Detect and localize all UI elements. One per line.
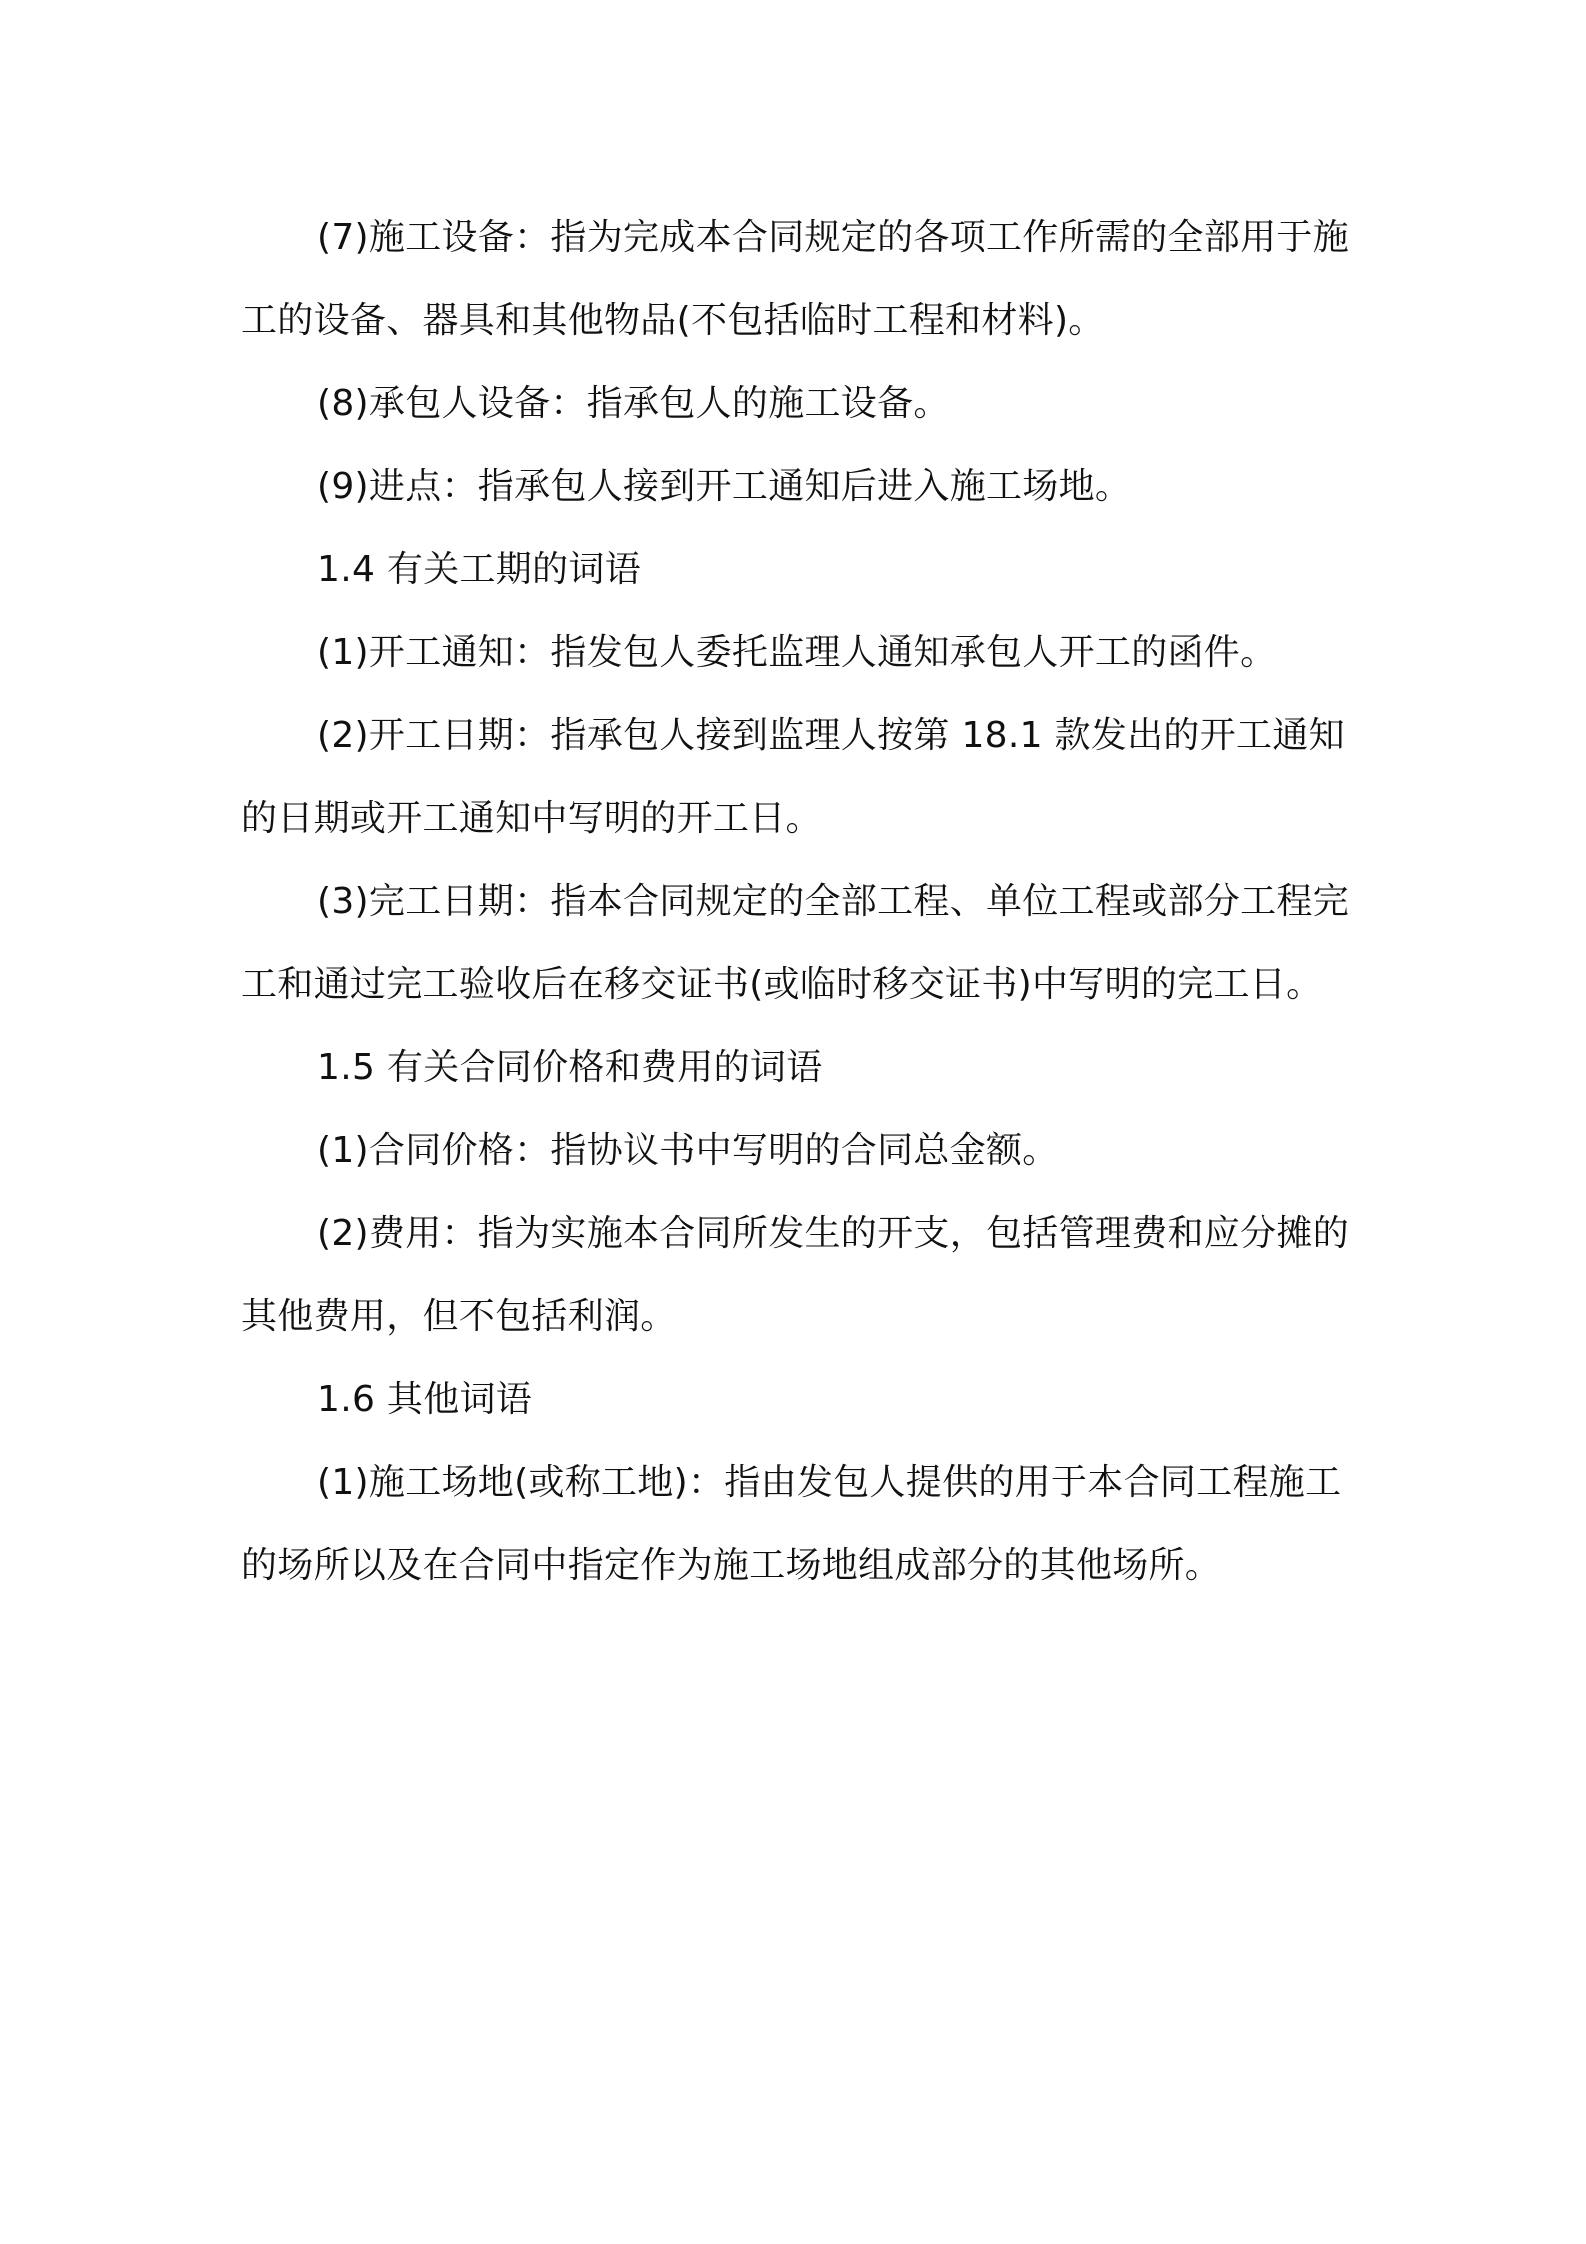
- clause-site-entry: (9)进点：指承包人接到开工通知后进入施工场地。: [317, 466, 1132, 507]
- clause-completion-date: (3)完工日期：指本合同规定的全部工程、单位工程或部分工程完工和通过完工验收后在移交证书(或临时移交证书)中写明的完工日。: [241, 881, 1349, 1005]
- document-body: [241, 196, 1353, 1607]
- clause-construction-equipment: (7)施工设备：指为完成本合同规定的各项工作所需的全部用于施工的设备、器具和其他物品(不包括临时工程和材料)。: [241, 217, 1349, 341]
- clause-construction-site: (1)施工场地(或称工地)：指由发包人提供的用于本合同工程施工的场所以及在合同中指定作为施工场地组成部分的其他场所。: [241, 1462, 1342, 1586]
- clause-costs: (2)费用：指为实施本合同所发生的开支，包括管理费和应分摊的其他费用，但不包括利润。: [241, 1213, 1349, 1337]
- section-heading-duration-terms: 1.4 有关工期的词语: [317, 549, 641, 590]
- section-heading-other-terms: 1.6 其他词语: [317, 1379, 533, 1420]
- clause-commencement-notice: (1)开工通知：指发包人委托监理人通知承包人开工的函件。: [317, 632, 1277, 673]
- section-heading-price-terms: 1.5 有关合同价格和费用的词语: [317, 1047, 823, 1088]
- clause-contract-price: (1)合同价格：指协议书中写明的合同总金额。: [317, 1130, 1059, 1171]
- clause-contractor-equipment: (8)承包人设备：指承包人的施工设备。: [317, 383, 950, 424]
- clause-commencement-date: (2)开工日期：指承包人接到监理人按第 18.1 款发出的开工通知的日期或开工通知中写明的开工日。: [241, 715, 1345, 839]
